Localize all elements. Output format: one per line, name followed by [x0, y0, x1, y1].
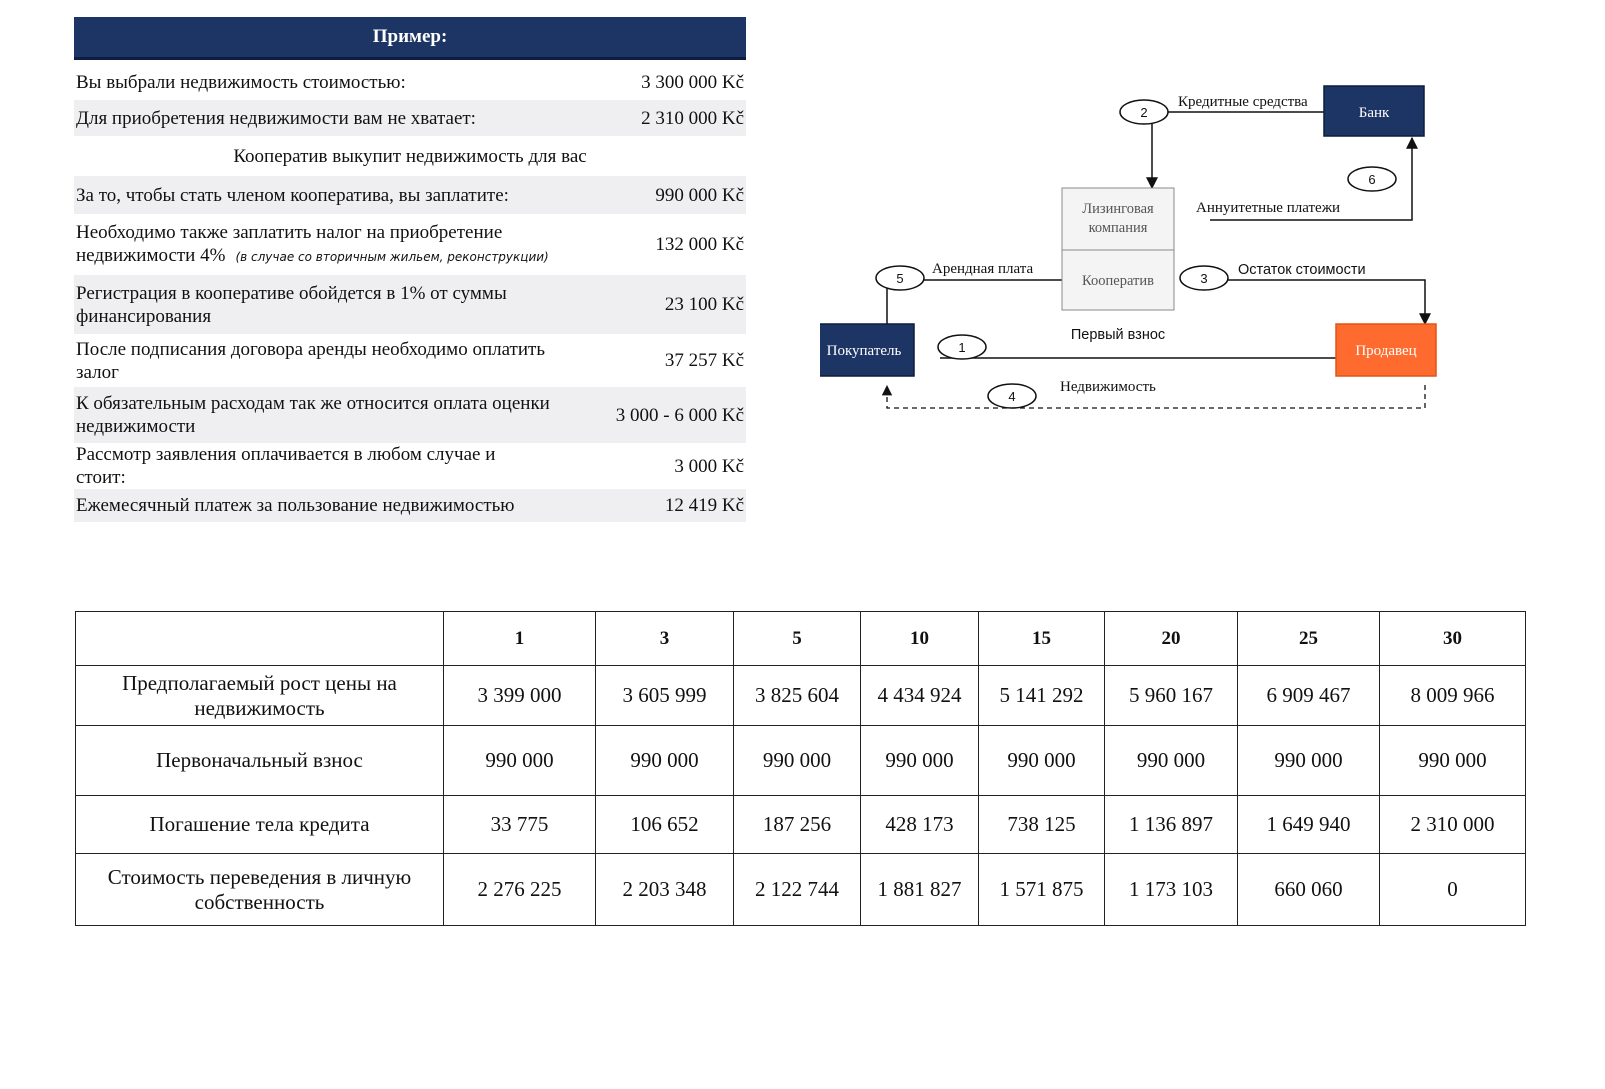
table-cell: 187 256 — [734, 796, 861, 854]
table-cell: 3 825 604 — [734, 666, 861, 726]
table-cell: 6 909 467 — [1238, 666, 1380, 726]
table-cell: 3 399 000 — [444, 666, 596, 726]
step-4-label: Недвижимость — [1060, 379, 1156, 395]
row-value: 3 300 000 Kč — [641, 71, 744, 93]
table-cell: 2 122 744 — [734, 854, 861, 926]
example-title: Пример: — [74, 17, 746, 60]
step-2-label: Кредитные средства — [1178, 94, 1308, 110]
step-2-number: 2 — [1140, 105, 1148, 120]
step-3-number: 3 — [1200, 271, 1208, 286]
table-cell: 2 310 000 — [1380, 796, 1526, 854]
table-cell: 0 — [1380, 854, 1526, 926]
table-cell: 33 775 — [444, 796, 596, 854]
row-label: Рассмотр заявления оплачивается в любом случае и стоит: — [76, 444, 496, 488]
row-value: 2 310 000 Kč — [641, 107, 744, 129]
table-row — [76, 666, 1526, 726]
table-cell: 3 605 999 — [596, 666, 734, 726]
table-cell: 990 000 — [861, 726, 979, 796]
row-value: 990 000 Kč — [655, 184, 744, 206]
row-label: Кооператив выкупит недвижимость для вас — [233, 145, 587, 167]
row-label: Вы выбрали недвижимость стоимостью: — [76, 71, 406, 93]
table-cell: 990 000 — [734, 726, 861, 796]
row-label: За то, чтобы стать членом кооператива, вы заплатите: — [76, 184, 509, 206]
column-header: 10 — [861, 612, 979, 666]
table-cell: 5 960 167 — [1105, 666, 1238, 726]
table-cell: 1 649 940 — [1238, 796, 1380, 854]
leasing-diagram — [820, 80, 1500, 440]
coop-label: Кооператив — [1082, 273, 1154, 289]
column-header: 1 — [444, 612, 596, 666]
table-row — [76, 854, 1526, 926]
row-label: Погашение тела кредита — [76, 796, 444, 854]
example-row-appraisal — [74, 387, 746, 443]
example-row-registration — [74, 275, 746, 334]
table-cell: 5 141 292 — [979, 666, 1105, 726]
table-cell: 4 434 924 — [861, 666, 979, 726]
table-cell: 428 173 — [861, 796, 979, 854]
table-cell: 660 060 — [1238, 854, 1380, 926]
leasing-company-label-2: компания — [1088, 220, 1148, 236]
projection-table — [75, 611, 1526, 926]
table-cell: 1 571 875 — [979, 854, 1105, 926]
table-cell: 990 000 — [596, 726, 734, 796]
table-cell: 990 000 — [1238, 726, 1380, 796]
row-label — [74, 221, 574, 269]
seller-label: Продавец — [1355, 343, 1417, 359]
row-label: Для приобретения недвижимости вам не хватает: — [76, 107, 476, 129]
row-value: 3 000 Kč — [674, 455, 744, 477]
row-label: После подписания договора аренды необходимо оплатить залог — [76, 338, 545, 383]
leasing-company-label-1: Лизинговая — [1082, 201, 1154, 217]
step-3-label: Остаток стоимости — [1238, 262, 1366, 278]
table-cell: 990 000 — [979, 726, 1105, 796]
leasing-company-box — [1062, 188, 1174, 250]
column-header: 15 — [979, 612, 1105, 666]
edge-remaining — [1210, 280, 1425, 324]
buyer-label: Покупатель — [826, 343, 902, 359]
example-row-shortfall — [74, 100, 746, 136]
table-cell: 8 009 966 — [1380, 666, 1526, 726]
table-row — [76, 726, 1526, 796]
example-row-tax — [74, 214, 746, 275]
row-label: Стоимость переведения в личную собственность — [76, 854, 444, 926]
step-6-number: 6 — [1368, 172, 1376, 187]
step-6-label: Аннуитетные платежи — [1196, 200, 1341, 216]
row-label-text: Необходимо также заплатить налог на приобретение недвижимости 4% — [76, 221, 503, 266]
table-cell: 1 136 897 — [1105, 796, 1238, 854]
row-label: Ежемесячный платеж за пользование недвижимостью — [76, 495, 515, 516]
example-row-monthly — [74, 489, 746, 522]
column-header: 5 — [734, 612, 861, 666]
edge-property — [887, 385, 1425, 408]
example-panel — [74, 17, 746, 522]
table-cell: 990 000 — [1105, 726, 1238, 796]
header-row — [76, 612, 1526, 666]
row-label: Регистрация в кооперативе обойдется в 1% от суммы финансирования — [76, 282, 507, 327]
table-cell: 2 203 348 — [596, 854, 734, 926]
example-row-price — [74, 64, 746, 100]
step-4-number: 4 — [1008, 389, 1016, 404]
column-header — [76, 612, 444, 666]
example-row-application — [74, 443, 746, 489]
row-value: 37 257 Kč — [664, 350, 744, 371]
row-label: К обязательным расходам так же относится оплата оценки недвижимости — [76, 393, 550, 437]
step-5-label: Арендная плата — [932, 261, 1034, 277]
row-value: 12 419 Kč — [664, 495, 744, 516]
row-value: 3 000 - 6 000 Kč — [615, 404, 744, 426]
step-5-number: 5 — [896, 271, 904, 286]
example-row-membership — [74, 176, 746, 214]
column-header: 25 — [1238, 612, 1380, 666]
table-cell: 990 000 — [1380, 726, 1526, 796]
row-label: Предполагаемый рост цены на недвижимость — [76, 666, 444, 726]
row-label: Первоначальный взнос — [76, 726, 444, 796]
column-header: 30 — [1380, 612, 1526, 666]
table-cell: 106 652 — [596, 796, 734, 854]
table-cell: 990 000 — [444, 726, 596, 796]
example-row-coop — [74, 136, 746, 176]
table-cell: 2 276 225 — [444, 854, 596, 926]
bank-label: Банк — [1358, 105, 1390, 121]
row-note: (в случае со вторичным жильем, реконструкции) — [235, 249, 549, 264]
step-1-number: 1 — [958, 340, 966, 355]
edge-credit-funds — [1152, 112, 1324, 188]
row-value: 132 000 Kč — [655, 234, 744, 255]
table-row — [76, 796, 1526, 854]
column-header: 20 — [1105, 612, 1238, 666]
table-cell: 738 125 — [979, 796, 1105, 854]
table-cell: 1 173 103 — [1105, 854, 1238, 926]
table-cell: 1 881 827 — [861, 854, 979, 926]
column-header: 3 — [596, 612, 734, 666]
diagram-canvas — [820, 80, 1500, 440]
step-1-label: Первый взнос — [1070, 327, 1166, 343]
row-value: 23 100 Kč — [664, 294, 744, 315]
example-row-deposit — [74, 334, 746, 387]
